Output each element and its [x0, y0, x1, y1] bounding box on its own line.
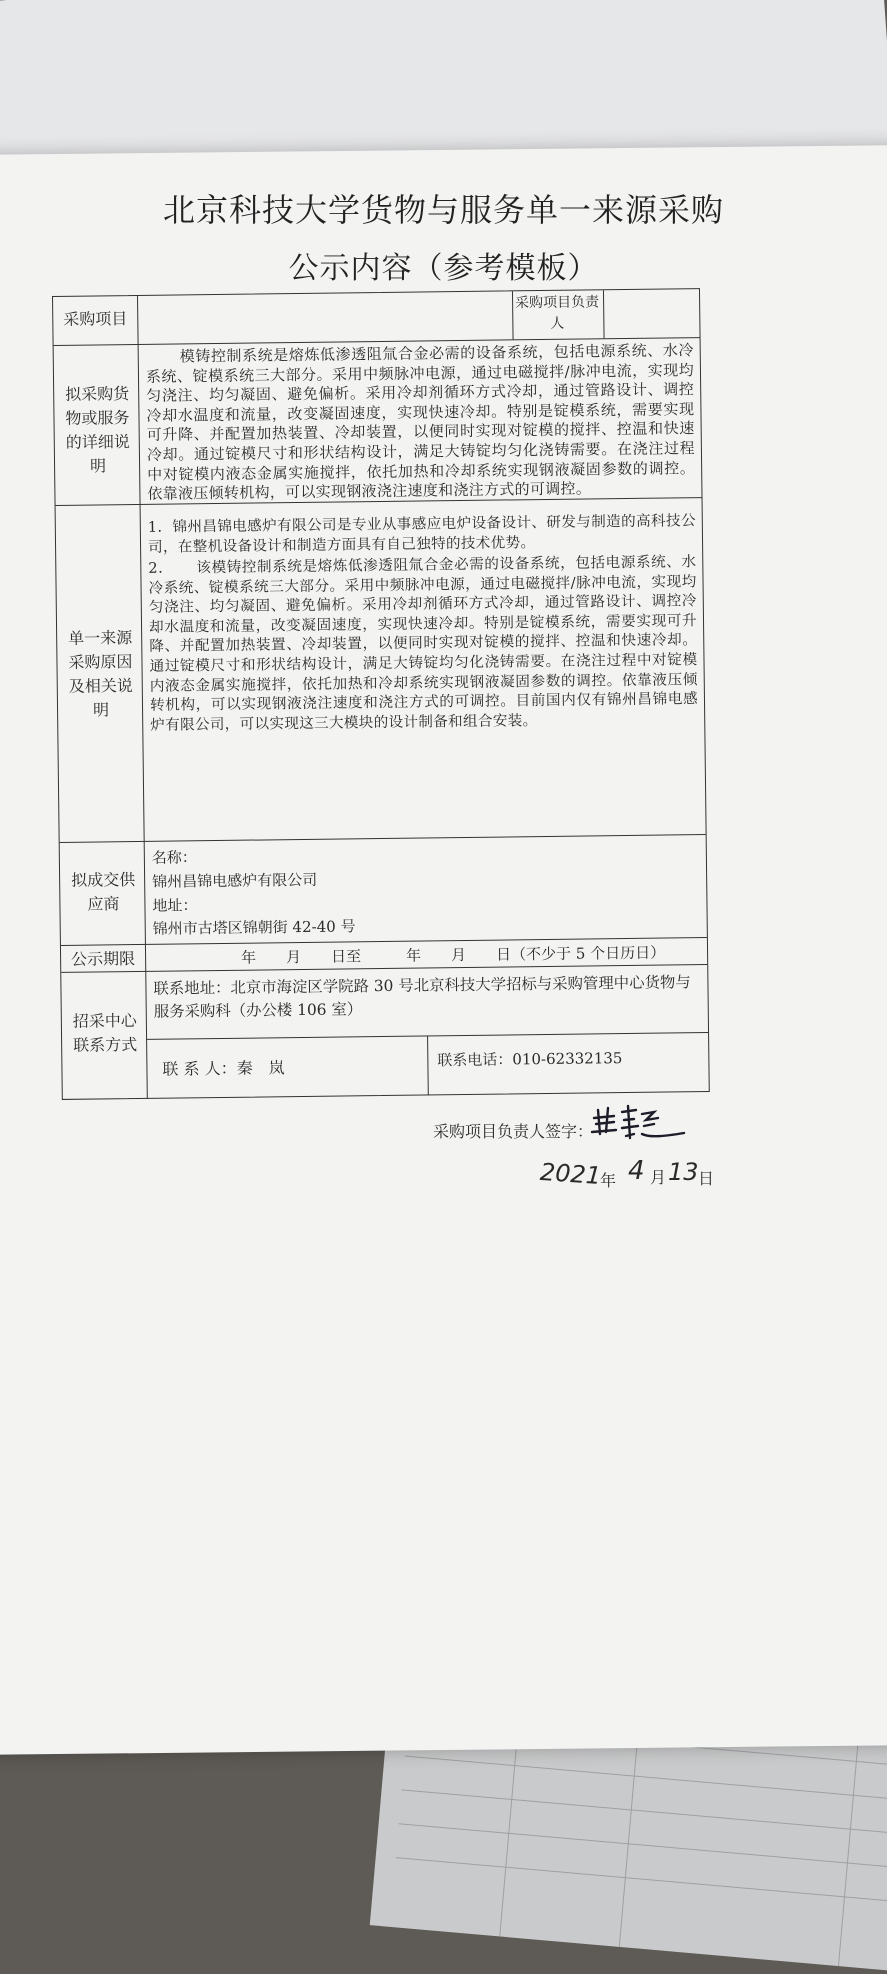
contact-person: 联 系 人：秦 岚: [162, 1058, 285, 1079]
signature-day: 13: [668, 1158, 699, 1186]
signature-month-suffix: 月: [650, 1168, 667, 1187]
contact-phone: 联系电话：010-62332135: [437, 1049, 623, 1070]
contact-address: 联系地址：北京市海淀区学院路 30 号北京科技大学招标与采购管理中心货物与服务采购科（办公楼 106 室）: [153, 973, 691, 1021]
leader-label: 采购项目负责人: [515, 294, 600, 332]
signature-label: 采购项目负责人签字：: [433, 1122, 594, 1141]
reason-label: 单一来源采购原因及相关说明: [68, 628, 133, 720]
supplier-name-label: 名称：: [151, 848, 197, 867]
supplier-name: 锦州昌锦电感炉有限公司: [152, 870, 318, 891]
handwritten-signature: [588, 1100, 688, 1146]
supplier-address-label: 地址：: [152, 896, 198, 915]
detail-text: 模铸控制系统是熔炼低渗透阻氚合金必需的设备系统，包括电源系统、水冷系统、锭模系统三大部分。采用中频脉冲电源，通过电磁搅拌/脉冲电流，实现均匀浇注、均匀凝固、避免偏析。采用冷却剂循环方式冷却，通过管路设计、调控冷却水温度和流量，改变凝固速度，实现快速冷却。特别是锭模系统，需要实现可升降、并配置加热装置、冷却装置，以便同时实现对锭模的搅拌、控温和快速冷却。通过锭模尺寸和形状结构设计，满足大铸锭均匀化浇铸需要。在浇注过程中对锭模内液态金属实施搅拌，依托加热和冷却系统实现钢液凝固参数的调控。依靠液压倾转机构，可以实现钢液浇注速度和浇注方式的可调控。: [145, 341, 696, 504]
reason-item-2: 2． 该模铸控制系统是熔炼低渗透阻氚合金必需的设备系统，包括电源系统、水冷系统、锭模系统三大部分。采用中频脉冲电源，通过电磁搅拌/脉冲电流，实现均匀浇注、均匀凝固、避免偏析。采用冷却剂循环方式冷却，通过管路设计、调控冷却水温度和流量，改变凝固速度，实现快速冷却。特别是锭模系统，需要实现可升降、并配置加热装置、冷却装置，以便同时实现对锭模的搅拌、控温和快速冷却。通过锭模尺寸和形状结构设计，满足大铸锭均匀化浇铸需要。在浇注过程中对锭模内液态金属实施搅拌，依托加热和冷却系统实现钢液凝固参数的调控。依靠液压倾转机构，可以实现钢液浇注速度和浇注方式的可调控。目前国内仅有锦州昌锦电感炉有限公司，可以实现这三大模块的设计制备和组合安装。: [148, 553, 699, 734]
signature-month: 4: [628, 1156, 645, 1186]
signature-year-suffix: 年: [600, 1171, 617, 1190]
detail-label: 拟采购货物或服务的详细说明: [65, 384, 130, 476]
supplier-label: 拟成交供应商: [71, 870, 136, 914]
supplier-address: 锦州市古塔区锦朝街 42-40 号: [152, 917, 356, 938]
signature-day-suffix: 日: [698, 1169, 715, 1188]
reason-item-1: 1．锦州昌锦电感炉有限公司是专业从事感应电炉设备设计、研发与制造的高科技公司，在整机设备设计和制造方面具有自己独特的技术优势。: [147, 512, 696, 556]
procurement-form: [52, 288, 710, 1100]
contact-label: 招采中心联系方式: [72, 1011, 138, 1055]
period-text: 年 月 日至 年 月 日（不少于 5 个日历日）: [240, 943, 666, 967]
project-value: [143, 302, 503, 306]
leader-value: [608, 300, 694, 301]
signature-year: 2021: [539, 1157, 602, 1191]
document-title: 北京科技大学货物与服务单一来源采购: [162, 191, 724, 229]
document-subtitle: 公示内容（参考模板）: [288, 251, 599, 286]
period-label: 公示期限: [70, 949, 136, 969]
project-label: 采购项目: [63, 309, 128, 329]
